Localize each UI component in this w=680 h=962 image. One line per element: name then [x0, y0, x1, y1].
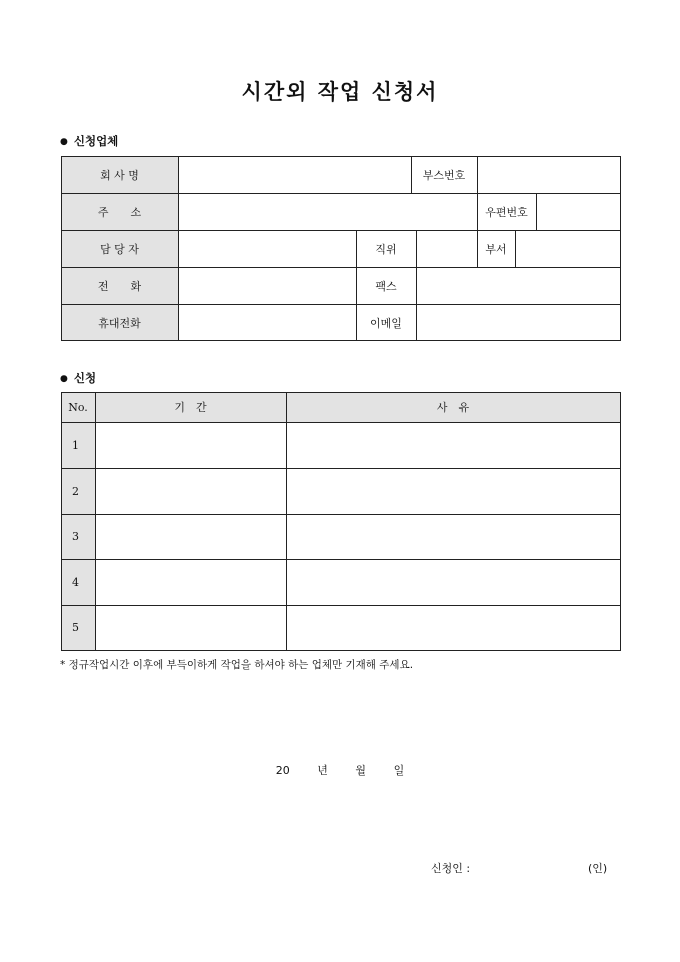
label-phone: 전 화 [61, 267, 178, 304]
label-postal-code: 우편번호 [485, 205, 528, 219]
period-field-2[interactable] [96, 469, 285, 513]
day-label: 일 [393, 764, 405, 777]
table-border [61, 559, 621, 560]
table-border [416, 230, 417, 341]
table-border [61, 156, 62, 341]
table-border [356, 230, 357, 341]
table-border [61, 422, 621, 423]
table-border [411, 156, 412, 193]
seal-label: (인) [588, 862, 608, 875]
label-mobile: 휴대전화 [61, 304, 178, 341]
table-border [620, 392, 621, 651]
row-number: 5 [61, 605, 95, 650]
table-border [61, 230, 621, 231]
table-border [61, 392, 62, 651]
phone-field[interactable] [179, 268, 355, 303]
applicant-label: 신청인 : [431, 862, 471, 875]
period-field-1[interactable] [96, 423, 285, 467]
table-border [61, 468, 621, 469]
label-position: 직위 [375, 242, 397, 256]
reason-field-5[interactable] [287, 606, 619, 649]
label-company-name: 회 사 명 [61, 156, 178, 193]
table-border [178, 156, 179, 341]
page-title: 시간외 작업 신청서 [241, 79, 439, 104]
email-field[interactable] [417, 305, 620, 340]
column-header-no: No. [61, 392, 95, 422]
department-field[interactable] [516, 231, 620, 266]
label-department: 부서 [485, 242, 507, 256]
bullet-icon: ● [60, 374, 68, 384]
label-email: 이메일 [370, 316, 402, 330]
date-line [0, 762, 680, 778]
bullet-icon: ● [60, 137, 68, 147]
application-section-title: 신청 [73, 371, 97, 385]
reason-field-2[interactable] [287, 469, 619, 513]
table-border [61, 304, 621, 305]
label-fax: 팩스 [375, 279, 397, 293]
year-prefix: 20 [275, 764, 290, 777]
company-name-field[interactable] [179, 157, 410, 192]
month-label: 월 [355, 764, 367, 777]
year-label: 년 [317, 764, 328, 777]
table-border [61, 392, 621, 393]
reason-field-1[interactable] [287, 423, 619, 467]
table-border [61, 650, 621, 651]
column-header-reason: 사 유 [286, 392, 620, 422]
row-number: 2 [61, 468, 95, 514]
table-border [536, 193, 537, 230]
fax-field[interactable] [417, 268, 620, 303]
table-border [95, 392, 96, 651]
reason-field-3[interactable] [287, 515, 619, 558]
table-border [61, 514, 621, 515]
row-number: 3 [61, 514, 95, 559]
booth-number-field[interactable] [478, 157, 620, 192]
table-border [61, 267, 621, 268]
position-field[interactable] [417, 231, 476, 266]
table-border [515, 230, 516, 267]
mobile-field[interactable] [179, 305, 355, 340]
label-contact-person: 담 당 자 [61, 230, 178, 267]
table-border [61, 340, 621, 341]
label-booth-number: 부스번호 [422, 168, 466, 182]
table-border [61, 156, 621, 157]
address-field[interactable] [179, 194, 476, 229]
company-section-title: 신청업체 [73, 134, 119, 148]
table-border [286, 392, 287, 651]
label-address: 주 소 [61, 193, 178, 230]
footnote: * 정규작업시간 이후에 부득이하게 작업을 하셔야 하는 업체만 기재해 주세요. [60, 659, 414, 671]
period-field-3[interactable] [96, 515, 285, 558]
row-number: 4 [61, 559, 95, 605]
reason-field-4[interactable] [287, 560, 619, 604]
postal-code-field[interactable] [537, 194, 620, 229]
table-border [61, 605, 621, 606]
company-section-heading [60, 133, 118, 149]
period-field-5[interactable] [96, 606, 285, 649]
contact-person-field[interactable] [179, 231, 355, 266]
application-section-heading [60, 370, 96, 386]
column-header-period: 기 간 [95, 392, 286, 422]
table-border [620, 156, 621, 341]
table-border [477, 156, 478, 267]
period-field-4[interactable] [96, 560, 285, 604]
table-border [61, 193, 621, 194]
row-number: 1 [61, 422, 95, 468]
